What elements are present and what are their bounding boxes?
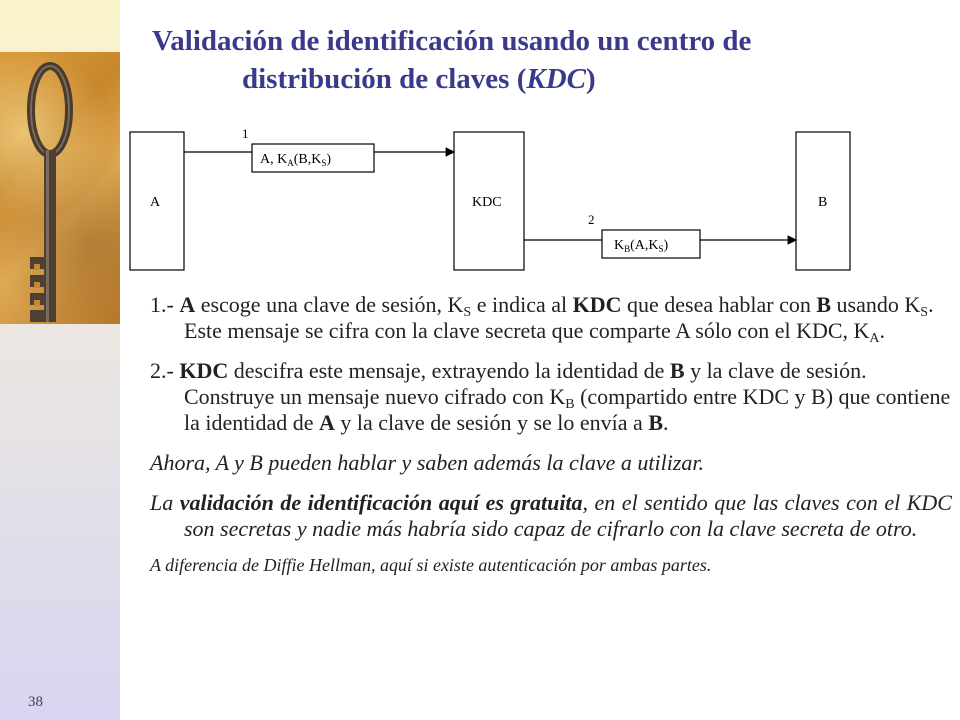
msg2-part-c: ): [663, 238, 669, 253]
msg2-part-a: K: [614, 238, 625, 253]
entity-b: B: [648, 410, 663, 435]
text: .: [663, 410, 669, 435]
subscript: B: [565, 397, 575, 412]
paragraph-step-2: [150, 358, 952, 436]
title-line-2: [152, 60, 942, 98]
step-2-number: 2.-: [150, 358, 180, 383]
paragraph-step-1: [150, 292, 952, 344]
step-2-label: 2: [588, 212, 595, 227]
slide-body: [150, 292, 952, 578]
slide-number: 38: [28, 694, 43, 710]
entity-b: B: [816, 292, 832, 317]
paragraph-diffie-hellman-note: A diferencia de Diffie Hellman, aquí si existe autenticación por ambas partes.: [150, 555, 712, 575]
paragraph-free-validation: [150, 490, 952, 542]
text: y la clave de sesión y se lo envía a: [334, 410, 649, 435]
text: usando K: [831, 292, 921, 317]
msg2-sub-s: S: [658, 244, 664, 254]
subscript: A: [869, 331, 880, 346]
title-line-1: Validación de identificación usando un centro de: [152, 25, 752, 57]
title-line-2-prefix: distribución de claves (: [242, 63, 527, 95]
text: .: [879, 318, 886, 343]
text: La: [150, 490, 180, 515]
emphasis: validación de identificación aquí es gratuita: [179, 490, 583, 515]
text: e indica al: [471, 292, 573, 317]
msg1-sub-a: A: [287, 158, 294, 168]
antique-key-image: [0, 52, 120, 324]
slide-title: [152, 22, 942, 98]
msg1-part-b: (B,K: [293, 152, 322, 167]
label-kdc: KDC: [472, 195, 502, 210]
text: que desea hablar con: [621, 292, 817, 317]
label-b: B: [818, 195, 828, 210]
title-kdc-acronym: KDC: [526, 63, 587, 95]
msg2-part-b: (A,K: [630, 238, 659, 253]
text: . Este mensaje se cifra con la clave secreta que comparte A sólo con el KDC, K: [184, 292, 934, 343]
key-icon: [0, 52, 120, 324]
paragraph-conclusion: Ahora, A y B pueden hablar y saben además la clave a utilizar.: [150, 450, 705, 475]
title-line-2-suffix: ): [586, 63, 596, 95]
text: (compartido entre KDC y B) que contiene la identidad de: [184, 384, 951, 435]
text: , en el sentido que las claves con el KDC son secretas y nadie más habría sido capaz de cifrarlo con la clave secreta de otro.: [184, 490, 952, 541]
entity-b: B: [669, 358, 685, 383]
step-1-number: 1.-: [150, 292, 180, 317]
text: y la clave de sesión. Construye un mensaje nuevo cifrado con K: [184, 358, 867, 409]
msg1-part-a: A, K: [260, 152, 288, 167]
label-a: A: [150, 195, 161, 210]
text: escoge una clave de sesión, K: [195, 292, 464, 317]
entity-kdc: KDC: [572, 292, 622, 317]
text: descifra este mensaje, extrayendo la identidad de: [228, 358, 670, 383]
sidebar-decoration: [0, 0, 120, 720]
step-1-label: 1: [242, 126, 249, 141]
entity-a: A: [319, 410, 335, 435]
entity-kdc: KDC: [179, 358, 229, 383]
kdc-diagram: [128, 118, 860, 278]
entity-a: A: [179, 292, 196, 317]
message-1-text: [260, 152, 331, 168]
msg2-sub-b: B: [624, 244, 631, 254]
subscript: S: [920, 305, 929, 320]
msg1-sub-s: S: [321, 158, 327, 168]
msg1-part-c: ): [326, 152, 332, 167]
subscript: S: [463, 305, 472, 320]
